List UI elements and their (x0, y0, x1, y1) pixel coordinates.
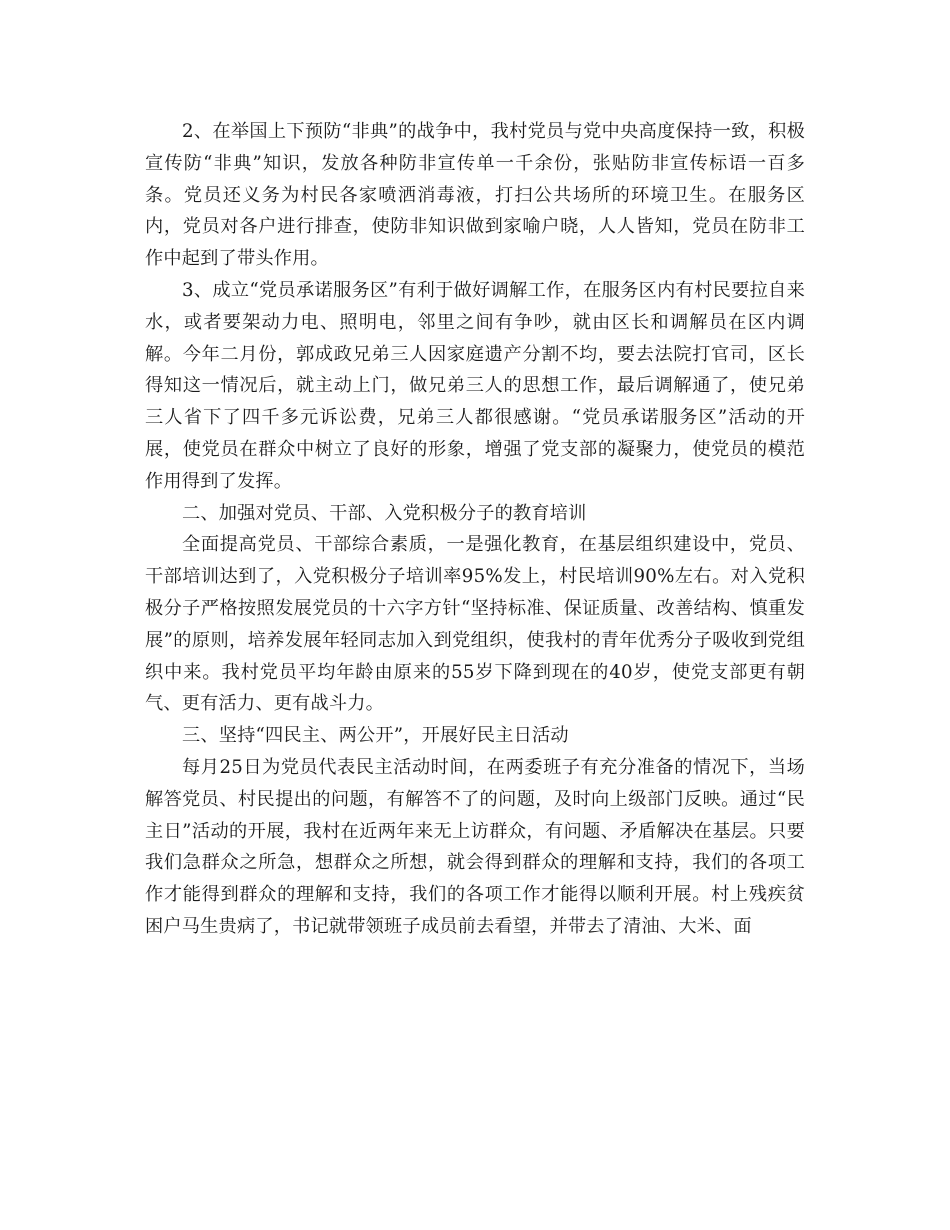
document-body (145, 116, 805, 943)
section-heading-education-training: 二、加强对党员、干部、入党积极分子的教育培训 (182, 502, 587, 524)
paragraph-epidemic-prevention: 2、在举国上下预防“非典”的战争中，我村党员与党中央高度保持一致，积极宣传防“非典”知识，发放各种防非宣传单一千余份，张贴防非宣传标语一百多条。党员还义务为村民各家喷洒消毒液，打扫公共场所的环境卫生。在服务区内，党员对各户进行排查，使防非知识做到家喻户晓，人人皆知，党员在防非工作中起到了带头作用。 (145, 121, 805, 270)
paragraph-education-training: 全面提高党员、干部综合素质，一是强化教育，在基层组织建设中，党员、干部培训达到了，入党积极分子培训率95%发上，村民培训90%左右。对入党积极分子严格按照发展党员的十六字方针“坚持标准、保证质量、改善结构、慎重发展”的原则，培养发展年轻同志加入到党组织，使我村的青年优秀分子吸收到党组织中来。我村党员平均年龄由原来的55岁下降到现在的40岁，使党支部更有朝气、更有活力、更有战斗力。 (145, 534, 805, 715)
paragraph-democracy-day: 每月25日为党员代表民主活动时间，在两委班子有充分准备的情况下，当场解答党员、村民提出的问题，有解答不了的问题，及时向上级部门反映。通过“民主日”活动的开展，我村在近两年来无上访群众，有问题、矛盾解决在基层。只要我们急群众之所急，想群众之所想，就会得到群众的理解和支持，我们的各项工作才能得到群众的理解和支持，我们的各项工作才能得以顺利开展。村上残疾贫困户马生贵病了，书记就带领班子成员前去看望，并带去了清油、大米、面 (145, 756, 805, 937)
paragraph-service-area-mediation: 3、成立“党员承诺服务区”有利于做好调解工作，在服务区内有村民要拉自来水，或者要架动力电、照明电，邻里之间有争吵，就由区长和调解员在区内调解。今年二月份，郭成政兄弟三人因家庭遗产分割不均，要去法院打官司，区长得知这一情况后，就主动上门，做兄弟三人的思想工作，最后调解通了，使兄弟三人省下了四千多元诉讼费，兄弟三人都很感谢。“党员承诺服务区”活动的开展，使党员在群众中树立了良好的形象，增强了党支部的凝聚力，使党员的模范作用得到了发挥。 (145, 279, 805, 492)
section-heading-democracy-day: 三、坚持“四民主、两公开”，开展好民主日活动 (182, 725, 569, 747)
